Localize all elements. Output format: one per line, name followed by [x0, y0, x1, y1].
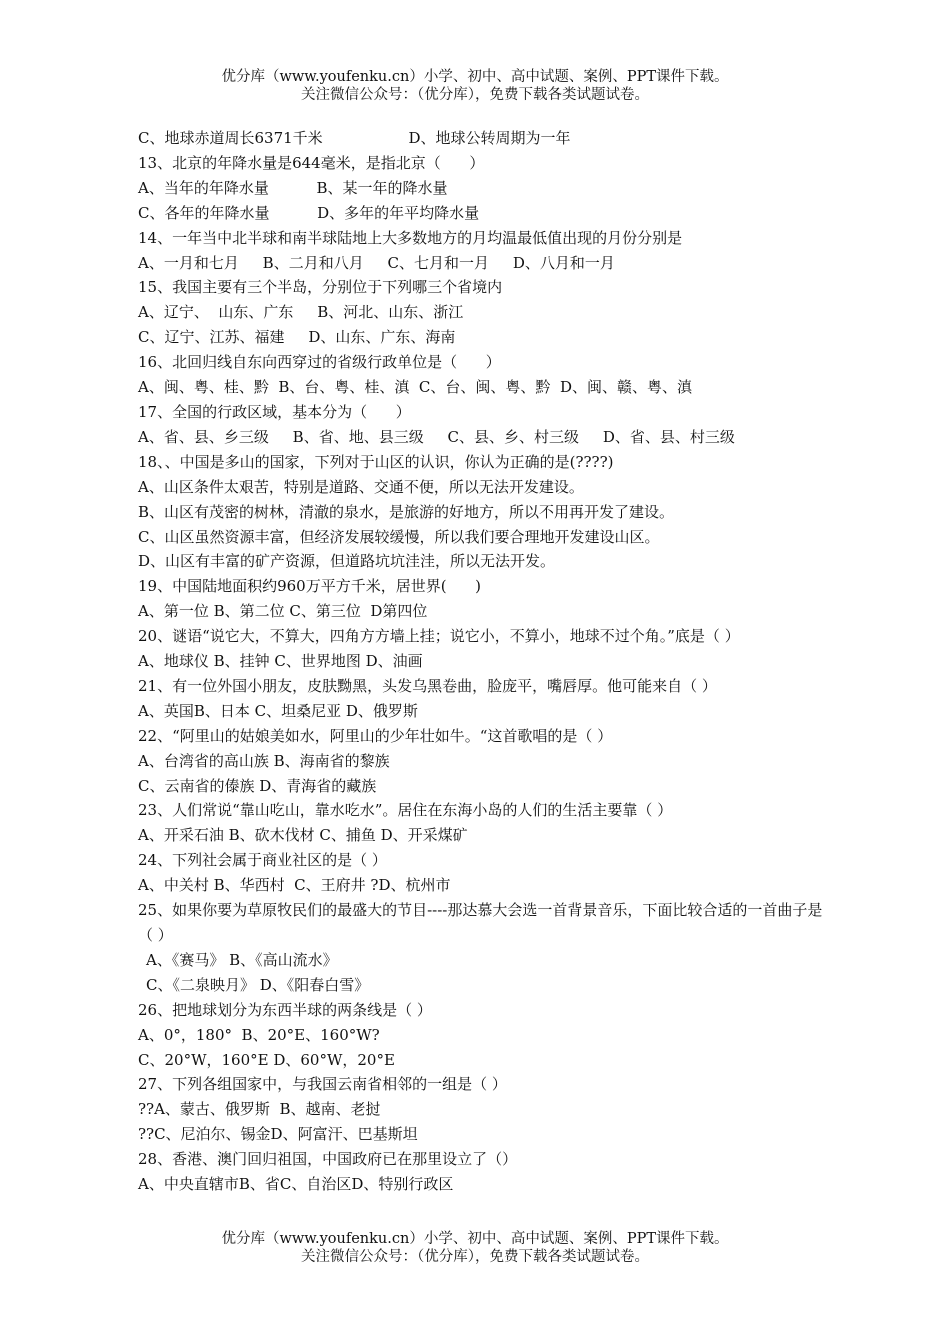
- text-line: A、《赛马》 B、《高山流水》: [146, 950, 338, 969]
- text-line: A、第一位 B、第二位 C、第三位 D第四位: [138, 602, 428, 621]
- text-line: A、当年的年降水量 B、某一年的降水量: [138, 178, 448, 197]
- text-line: D、山区有丰富的矿产资源，但道路坑坑洼洼，所以无法开发。: [138, 552, 556, 571]
- page-header: [0, 68, 950, 104]
- text-line: 15、我国主要有三个半岛，分别位于下列哪三个省境内: [138, 278, 503, 297]
- header-line-2: 关注微信公众号：（优分库），免费下载各类试题试卷。: [301, 87, 649, 103]
- text-line: C、各年的年降水量 D、多年的年平均降水量: [138, 203, 480, 222]
- text-line: 18、、中国是多山的国家，下列对于山区的认识，你认为正确的是(????): [138, 452, 614, 471]
- text-line: 28、香港、澳门回归祖国，中国政府已在那里设立了（）: [138, 1150, 518, 1169]
- text-line: C、20°W，160°E D、60°W，20°E: [138, 1050, 395, 1069]
- text-line: A、0°，180° B、20°E、160°W?: [138, 1025, 380, 1044]
- text-line: 21、有一位外国小朋友，皮肤黝黑，头发乌黑卷曲，脸庞平，嘴唇厚。他可能来自（ ）: [138, 676, 717, 695]
- text-line: ??A、蒙古、俄罗斯 B、越南、老挝: [138, 1100, 381, 1119]
- page-footer: [0, 1230, 950, 1266]
- text-line: A、闽、粤、桂、黔 B、台、粤、桂、滇 C、台、闽、粤、黔 D、闽、赣、粤、滇: [138, 378, 692, 397]
- footer-line-2: 关注微信公众号：（优分库），免费下载各类试题试卷。: [301, 1249, 649, 1265]
- text-line: A、开采石油 B、砍木伐材 C、捕鱼 D、开采煤矿: [138, 826, 468, 845]
- text-line: 17、全国的行政区域，基本分为（ ）: [138, 402, 411, 421]
- text-line: C、《二泉映月》 D、《阳春白雪》: [146, 975, 370, 994]
- text-line: A、地球仪 B、挂钟 C、世界地图 D、油画: [138, 652, 423, 671]
- text-line: ??C、尼泊尔、锡金D、阿富汗、巴基斯坦: [138, 1125, 418, 1144]
- text-line: 24、下列社会属于商业社区的是（ ）: [138, 851, 387, 870]
- text-line: A、中关村 B、华西村 C、王府井 ?D、杭州市: [138, 876, 451, 895]
- text-line: C、山区虽然资源丰富，但经济发展较缓慢，所以我们要合理地开发建设山区。: [138, 527, 660, 546]
- text-line: C、云南省的傣族 D、青海省的藏族: [138, 776, 377, 795]
- text-line: 26、把地球划分为东西半球的两条线是（ ）: [138, 1000, 432, 1019]
- text-line: 23、人们常说“靠山吃山，靠水吃水”。居住在东海小岛的人们的生活主要靠（ ）: [138, 801, 673, 820]
- text-line: 22、“阿里山的姑娘美如水，阿里山的少年壮如牛。“这首歌唱的是（ ）: [138, 726, 613, 745]
- text-line: A、英国B、日本 C、坦桑尼亚 D、俄罗斯: [138, 701, 418, 720]
- text-line: A、省、县、乡三级 B、省、地、县三级 C、县、乡、村三级 D、省、县、村三级: [138, 427, 735, 446]
- text-line: 25、如果你要为草原牧民们的最盛大的节目----那达慕大会选一首背景音乐，下面比较合适的一首曲子是（ ）: [138, 901, 823, 944]
- document-body: [138, 126, 828, 1197]
- text-line: 13、北京的年降水量是644毫米，是指北京（ ）: [138, 153, 485, 172]
- text-line: C、辽宁、江苏、福建 D、山东、广东、海南: [138, 328, 456, 347]
- text-line: B、山区有茂密的树林，清澈的泉水，是旅游的好地方，所以不用再开发了建设。: [138, 502, 675, 521]
- text-line: A、辽宁、 山东、广东 B、河北、山东、浙江: [138, 303, 464, 322]
- text-line: A、山区条件太艰苦，特别是道路、交通不便，所以无法开发建设。: [138, 477, 584, 496]
- text-line: A、中央直辖市B、省C、自治区D、特别行政区: [138, 1175, 454, 1194]
- header-line-1: 优分库（www.youfenku.cn）小学、初中、高中试题、案例、PPT课件下载。: [221, 69, 729, 85]
- text-line: 16、北回归线自东向西穿过的省级行政单位是（ ）: [138, 353, 501, 372]
- text-line: 14、一年当中北半球和南半球陆地上大多数地方的月均温最低值出现的月份分别是: [138, 228, 683, 247]
- footer-line-1: 优分库（www.youfenku.cn）小学、初中、高中试题、案例、PPT课件下载。: [221, 1231, 729, 1247]
- text-line: 20、谜语“说它大，不算大，四角方方墙上挂；说它小，不算小，地球不过个角。”底是（ ）: [138, 627, 740, 646]
- text-line: 19、中国陆地面积约960万平方千米，居世界( ): [138, 577, 482, 596]
- text-line: A、台湾省的高山族 B、海南省的黎族: [138, 751, 390, 770]
- text-line: C、地球赤道周长6371千米 D、地球公转周期为一年: [138, 129, 571, 147]
- text-line: 27、下列各组国家中，与我国云南省相邻的一组是（ ）: [138, 1075, 507, 1094]
- text-line: A、一月和七月 B、二月和八月 C、七月和一月 D、八月和一月: [138, 253, 615, 272]
